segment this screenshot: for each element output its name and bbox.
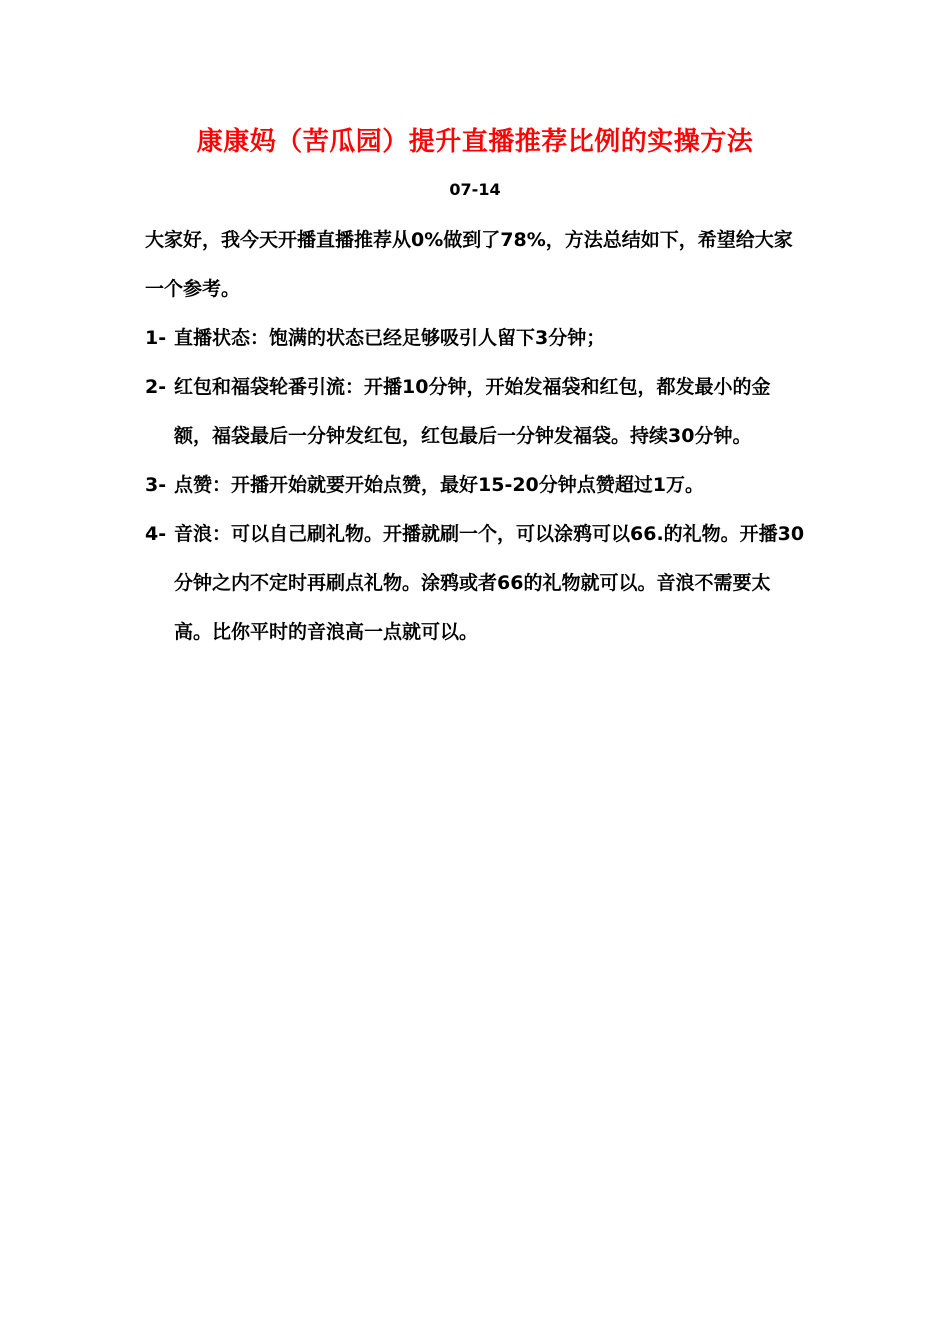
list-item-text: 音浪：可以自己刷礼物。开播就刷一个，可以涂鸦可以66.的礼物。开播30分钟之内不定时再刷点礼物。涂鸦或者66的礼物就可以。音浪不需要太高。比你平时的音浪高一点就可以。: [174, 523, 805, 643]
list-item-number: 1-: [145, 327, 167, 349]
list-item: [145, 314, 805, 363]
list-item-text: 点赞：开播开始就要开始点赞，最好15-20分钟点赞超过1万。: [174, 474, 704, 496]
list-item: [145, 510, 805, 657]
document-date: 07-14: [449, 180, 501, 199]
list-item-number: 2-: [145, 376, 167, 398]
document-title: 康康妈（苦瓜园）提升直播推荐比例的实操方法: [196, 127, 754, 157]
document-body: [145, 216, 805, 657]
list-item: [145, 461, 805, 510]
list-item-number: 3-: [145, 474, 167, 496]
list-item-number: 4-: [145, 523, 167, 545]
list-item: [145, 363, 805, 461]
list-item-text: 直播状态：饱满的状态已经足够吸引人留下3分钟；: [174, 327, 606, 349]
intro-paragraph: 大家好，我今天开播直播推荐从0%做到了78%，方法总结如下，希望给大家一个参考。: [145, 229, 793, 300]
list-item-text: 红包和福袋轮番引流：开播10分钟，开始发福袋和红包，都发最小的金额，福袋最后一分钟发红包，红包最后一分钟发福袋。持续30分钟。: [174, 376, 771, 447]
